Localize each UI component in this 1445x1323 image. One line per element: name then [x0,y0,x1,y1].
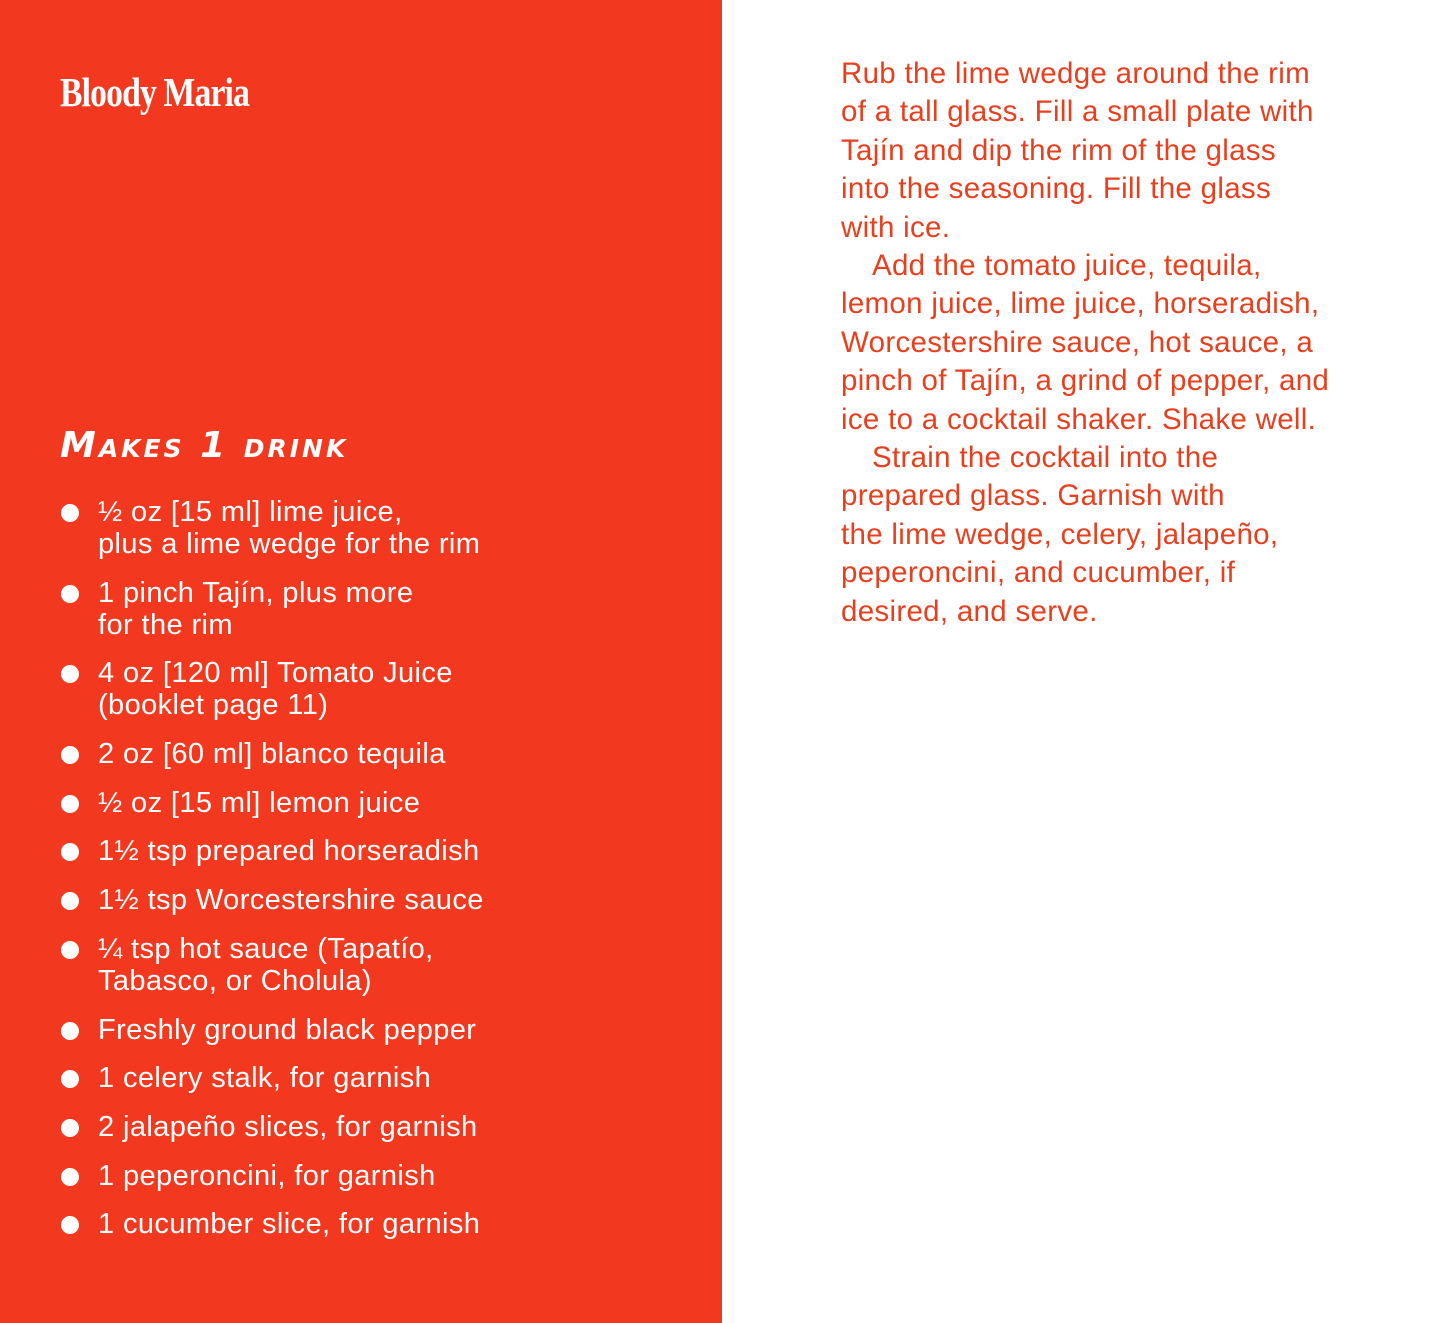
ingredient-text: ¼ tsp hot sauce (Tapatío, Tabasco, or Cholula) [98,932,434,997]
bullet-icon [61,585,79,603]
ingredient-text: 1 cucumber slice, for garnish [98,1208,481,1241]
recipe-yield: Makes 1 drink [60,425,349,466]
ingredient-text: ½ oz [15 ml] lemon juice [98,786,421,819]
ingredient-item [60,933,620,997]
ingredient-text: 2 jalapeño slices, for garnish [98,1110,478,1143]
ingredient-item [60,884,620,916]
ingredient-text: 1 pinch Tajín, plus more for the rim [98,576,414,641]
ingredient-text: 1½ tsp prepared horseradish [98,835,480,868]
method-step: Add the tomato juice, tequila, lemon juice, lime juice, horseradish, Worcestershire sauce, hot sauce, a pinch of Tajín, a grind of pepper, and ice to a cocktail shaker. Shake well. [841,249,1330,436]
ingredient-text: 2 oz [60 ml] blanco tequila [98,738,446,771]
bullet-icon [61,795,79,813]
ingredient-item [60,496,620,560]
ingredients-panel [0,0,722,1323]
ingredient-item [60,1062,620,1094]
ingredient-text: 1 celery stalk, for garnish [98,1062,432,1095]
ingredient-text: 1½ tsp Worcestershire sauce [98,884,484,917]
ingredient-item [60,1208,620,1240]
ingredient-item [60,738,620,770]
ingredient-list [60,496,620,1257]
ingredient-item [60,1160,620,1192]
bullet-icon [61,665,79,683]
ingredient-text: 4 oz [120 ml] Tomato Juice (booklet page 11) [98,657,453,722]
ingredient-text: ½ oz [15 ml] lime juice, plus a lime wedge for the rim [98,496,481,560]
method-step: Strain the cocktail into the prepared glass. Garnish with the lime wedge, celery, jalapeño, peperoncini, and cucumber, if desired, and serve. [841,441,1279,628]
method-section [841,55,1401,631]
bullet-icon [61,941,79,959]
ingredient-item [60,787,620,819]
bullet-icon [61,1168,79,1186]
bullet-icon [61,504,79,522]
method-step: Rub the lime wedge around the rim of a tall glass. Fill a small plate with Tajín and dip the rim of the glass into the seasoning. Fill the glass with ice. [841,57,1314,244]
bullet-icon [61,1022,79,1040]
ingredient-text: Freshly ground black pepper [98,1013,477,1046]
recipe-title: Bloody Maria [60,69,250,115]
ingredient-item [60,657,620,721]
ingredient-item [60,1111,620,1143]
bullet-icon [61,1070,79,1088]
ingredient-item [60,577,620,641]
bullet-icon [61,1119,79,1137]
ingredient-text: 1 peperoncini, for garnish [98,1159,436,1192]
ingredient-item [60,1014,620,1046]
bullet-icon [61,746,79,764]
ingredient-item [60,835,620,867]
bullet-icon [61,892,79,910]
bullet-icon [61,1216,79,1234]
bullet-icon [61,843,79,861]
